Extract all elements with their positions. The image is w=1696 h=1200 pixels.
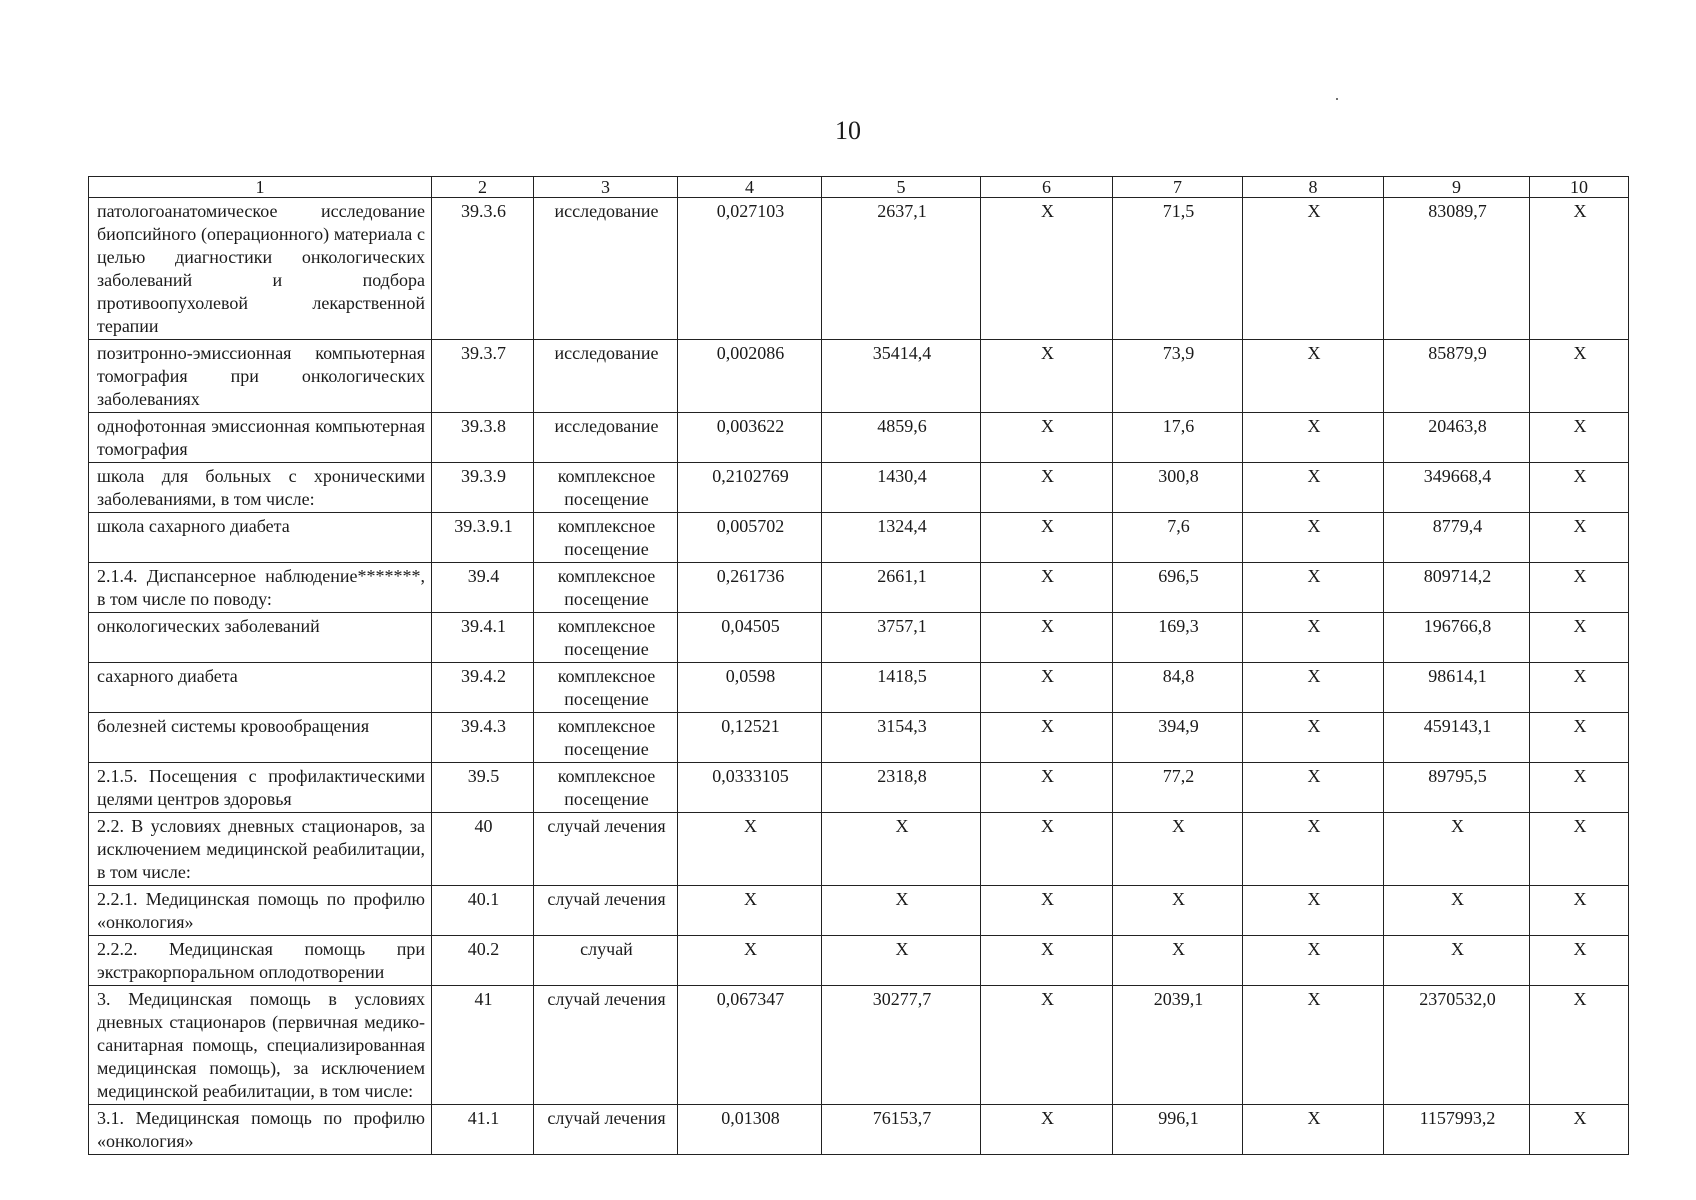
unit-cell: комплексное посещение [534,463,678,513]
value-cell: 73,9 [1113,340,1243,413]
value-cell: X [1243,986,1384,1105]
value-cell: X [1243,463,1384,513]
value-cell: 7,6 [1113,513,1243,563]
unit-cell: комплексное посещение [534,713,678,763]
value-cell: 76153,7 [822,1105,981,1155]
value-cell: X [822,936,981,986]
value-cell: X [981,813,1113,886]
value-cell: X [1243,563,1384,613]
header-cell: 3 [534,177,678,198]
value-cell: X [981,1105,1113,1155]
value-cell: 3154,3 [822,713,981,763]
row-label-cell: позитронно-эмиссионная компьютерная томография при онкологических заболеваниях [89,340,432,413]
value-cell: 1418,5 [822,663,981,713]
value-cell: 1324,4 [822,513,981,563]
value-cell: X [1243,413,1384,463]
value-cell: X [981,340,1113,413]
table-row [89,463,1629,513]
row-label-cell: 3.1. Медицинская помощь по профилю «онкология» [89,1105,432,1155]
table-row [89,986,1629,1105]
row-label-cell: однофотонная эмиссионная компьютерная томография [89,413,432,463]
value-cell: 71,5 [1113,198,1243,340]
table-row [89,936,1629,986]
header-cell: 5 [822,177,981,198]
value-cell: X [981,513,1113,563]
header-row [89,177,1629,198]
value-cell: 0,067347 [678,986,822,1105]
row-code-cell: 39.3.6 [432,198,534,340]
header-cell: 4 [678,177,822,198]
value-cell: X [1530,936,1629,986]
value-cell: X [1243,936,1384,986]
header-cell: 6 [981,177,1113,198]
unit-cell: случай лечения [534,886,678,936]
value-cell: 996,1 [1113,1105,1243,1155]
unit-cell: комплексное посещение [534,513,678,563]
table-row [89,563,1629,613]
value-cell: X [1530,886,1629,936]
header-cell: 10 [1530,177,1629,198]
value-cell: X [822,813,981,886]
table-row [89,1105,1629,1155]
value-cell: 696,5 [1113,563,1243,613]
value-cell: 0,2102769 [678,463,822,513]
row-code-cell: 39.5 [432,763,534,813]
row-code-cell: 39.4.3 [432,713,534,763]
value-cell: 394,9 [1113,713,1243,763]
value-cell: 2370532,0 [1384,986,1530,1105]
row-code-cell: 39.4.1 [432,613,534,663]
row-code-cell: 39.3.9.1 [432,513,534,563]
value-cell: 35414,4 [822,340,981,413]
value-cell: 3757,1 [822,613,981,663]
value-cell: 0,0333105 [678,763,822,813]
value-cell: X [678,936,822,986]
unit-cell: исследование [534,340,678,413]
value-cell: X [1113,936,1243,986]
value-cell: X [981,613,1113,663]
value-cell: X [981,763,1113,813]
row-code-cell: 40.1 [432,886,534,936]
value-cell: 2318,8 [822,763,981,813]
unit-cell: комплексное посещение [534,563,678,613]
unit-cell: случай лечения [534,1105,678,1155]
value-cell: X [1530,613,1629,663]
row-code-cell: 41.1 [432,1105,534,1155]
value-cell: 84,8 [1113,663,1243,713]
value-cell: 169,3 [1113,613,1243,663]
value-cell: 1157993,2 [1384,1105,1530,1155]
header-cell: 9 [1384,177,1530,198]
value-cell: 20463,8 [1384,413,1530,463]
unit-cell: случай [534,936,678,986]
header-cell: 1 [89,177,432,198]
value-cell: X [1530,340,1629,413]
row-label-cell: онкологических заболеваний [89,613,432,663]
header-cell: 2 [432,177,534,198]
value-cell: X [822,886,981,936]
table-row [89,198,1629,340]
row-label-cell: школа для больных с хроническими заболеваниями, в том числе: [89,463,432,513]
value-cell: 459143,1 [1384,713,1530,763]
unit-cell: комплексное посещение [534,613,678,663]
value-cell: X [1243,813,1384,886]
value-cell: X [1243,340,1384,413]
value-cell: 77,2 [1113,763,1243,813]
value-cell: X [1243,1105,1384,1155]
value-cell: X [981,413,1113,463]
value-cell: X [981,198,1113,340]
value-cell: X [1530,513,1629,563]
value-cell: X [1243,713,1384,763]
value-cell: 0,005702 [678,513,822,563]
row-label-cell: школа сахарного диабета [89,513,432,563]
value-cell: 2637,1 [822,198,981,340]
value-cell: X [678,886,822,936]
value-cell: 4859,6 [822,413,981,463]
value-cell: 349668,4 [1384,463,1530,513]
value-cell: 85879,9 [1384,340,1530,413]
value-cell: 83089,7 [1384,198,1530,340]
value-cell: 30277,7 [822,986,981,1105]
unit-cell: комплексное посещение [534,663,678,713]
value-cell: X [981,663,1113,713]
value-cell: X [1243,763,1384,813]
value-cell: 2039,1 [1113,986,1243,1105]
value-cell: X [1243,513,1384,563]
unit-cell: исследование [534,198,678,340]
value-cell: 1430,4 [822,463,981,513]
row-label-cell: 2.1.4. Диспансерное наблюдение*******, в том числе по поводу: [89,563,432,613]
row-label-cell: 2.2.1. Медицинская помощь по профилю «онкология» [89,886,432,936]
value-cell: X [1243,886,1384,936]
row-code-cell: 39.3.7 [432,340,534,413]
value-cell: 0,12521 [678,713,822,763]
table-row [89,713,1629,763]
row-code-cell: 39.4 [432,563,534,613]
unit-cell: случай лечения [534,986,678,1105]
table-row [89,613,1629,663]
table-row [89,513,1629,563]
value-cell: X [1243,663,1384,713]
table-row [89,763,1629,813]
row-label-cell: сахарного диабета [89,663,432,713]
value-cell: 0,261736 [678,563,822,613]
row-label-cell: 2.2.2. Медицинская помощь при экстракорпоральном оплодотворении [89,936,432,986]
row-label-cell: 3. Медицинская помощь в условиях дневных стационаров (первичная медико-санитарная помощь, специализированная медицинская помощь), за исключением медицинской реабилитации, в том числе: [89,986,432,1105]
value-cell: 17,6 [1113,413,1243,463]
value-cell: X [1113,886,1243,936]
value-cell: X [981,713,1113,763]
value-cell: X [981,936,1113,986]
value-cell: 8779,4 [1384,513,1530,563]
scan-speck [1336,98,1338,100]
value-cell: 89795,5 [1384,763,1530,813]
value-cell: X [1113,813,1243,886]
table-row [89,813,1629,886]
value-cell: 0,002086 [678,340,822,413]
value-cell: X [1530,763,1629,813]
value-cell: 0,003622 [678,413,822,463]
value-cell: X [981,463,1113,513]
value-cell: X [1530,986,1629,1105]
row-label-cell: 2.2. В условиях дневных стационаров, за исключением медицинской реабилитации, в том числе: [89,813,432,886]
unit-cell: комплексное посещение [534,763,678,813]
row-code-cell: 40 [432,813,534,886]
row-label-cell: 2.1.5. Посещения с профилактическими целями центров здоровья [89,763,432,813]
value-cell: X [1530,663,1629,713]
table-row [89,340,1629,413]
page-number: 10 [835,116,861,145]
table-body [89,198,1629,1155]
value-cell: 98614,1 [1384,663,1530,713]
value-cell: X [981,563,1113,613]
value-cell: X [1384,936,1530,986]
value-cell: X [1530,198,1629,340]
value-cell: X [1530,713,1629,763]
value-cell: X [1530,813,1629,886]
table-row [89,886,1629,936]
value-cell: 0,0598 [678,663,822,713]
value-cell: 2661,1 [822,563,981,613]
data-table [88,176,1629,1155]
value-cell: X [1384,886,1530,936]
row-code-cell: 41 [432,986,534,1105]
value-cell: X [981,986,1113,1105]
header-cell: 8 [1243,177,1384,198]
value-cell: 0,04505 [678,613,822,663]
header-cell: 7 [1113,177,1243,198]
row-code-cell: 39.4.2 [432,663,534,713]
row-label-cell: болезней системы кровообращения [89,713,432,763]
value-cell: 0,01308 [678,1105,822,1155]
value-cell: X [678,813,822,886]
value-cell: X [981,886,1113,936]
value-cell: 300,8 [1113,463,1243,513]
table-row [89,413,1629,463]
value-cell: 809714,2 [1384,563,1530,613]
value-cell: 0,027103 [678,198,822,340]
row-code-cell: 40.2 [432,936,534,986]
value-cell: X [1384,813,1530,886]
unit-cell: случай лечения [534,813,678,886]
row-code-cell: 39.3.8 [432,413,534,463]
value-cell: X [1530,563,1629,613]
unit-cell: исследование [534,413,678,463]
value-cell: X [1530,413,1629,463]
value-cell: 196766,8 [1384,613,1530,663]
value-cell: X [1530,463,1629,513]
value-cell: X [1243,613,1384,663]
value-cell: X [1243,198,1384,340]
row-code-cell: 39.3.9 [432,463,534,513]
table-row [89,663,1629,713]
value-cell: X [1530,1105,1629,1155]
row-label-cell: патологоанатомическое исследование биопсийного (операционного) материала с целью диагностики онкологических заболеваний и подбора противоопухолевой лекарственной терапии [89,198,432,340]
